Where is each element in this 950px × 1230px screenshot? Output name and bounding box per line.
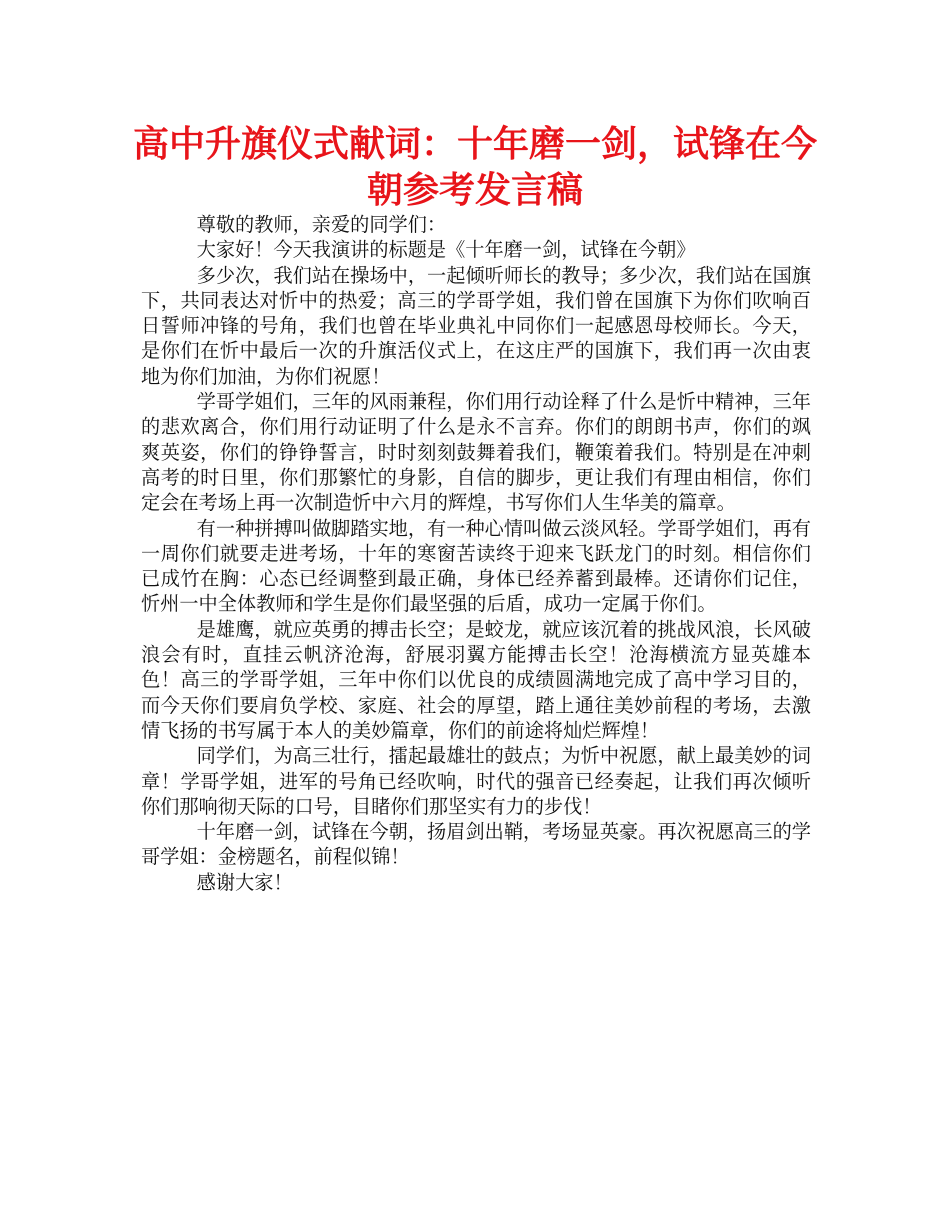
body-paragraph: 学哥学姐们，三年的风雨兼程，你们用行动诠释了什么是忻中精神，三年的悲欢离合，你们用行动证明了什么是永不言弃。你们的朗朗书声，你们的飒爽英姿，你们的铮铮誓言，时时刻刻鼓舞着我们，鞭策着我们。特别是在冲刺高考的时日里，你们那繁忙的身影，自信的脚步，更让我们有理由相信，你们定会在考场上再一次制造忻中六月的辉煌，书写你们人生华美的篇章。 bbox=[141, 390, 811, 515]
body-paragraph: 同学们，为高三壮行，擂起最雄壮的鼓点；为忻中祝愿，献上最美妙的词章！学哥学姐，进军的号角已经吹响，时代的强音已经奏起，让我们再次倾听你们那响彻天际的口号，目睹你们那坚实有力的步伐！ bbox=[141, 744, 811, 818]
body-paragraph: 多少次，我们站在操场中，一起倾听师长的教导；多少次，我们站在国旗下，共同表达对忻中的热爱；高三的学哥学姐，我们曾在国旗下为你们吹响百日誓师冲锋的号角，我们也曾在毕业典礼中同你们一起感恩母校师长。今天，是你们在忻中最后一次的升旗活仪式上，在这庄严的国旗下，我们再一次由衷地为你们加油，为你们祝愿！ bbox=[141, 263, 811, 388]
closing-paragraph: 感谢大家！ bbox=[196, 870, 293, 894]
document-title: 高中升旗仪式献词：十年磨一剑，试锋在今朝参考发言稿 bbox=[132, 124, 817, 211]
document-body bbox=[141, 212, 811, 895]
body-paragraph: 十年磨一剑，试锋在今朝，扬眉剑出鞘，考场显英豪。再次祝愿高三的学哥学姐：金榜题名，前程似锦！ bbox=[141, 820, 811, 869]
salutation-paragraph: 尊敬的教师，亲爱的同学们： bbox=[196, 213, 447, 236]
body-paragraph: 是雄鹰，就应英勇的搏击长空；是蛟龙，就应该沉着的挑战风浪，长风破浪会有时，直挂云帆济沧海，舒展羽翼方能搏击长空！沧海横流方显英雄本色！高三的学哥学姐，三年中你们以优良的成绩圆满地完成了高中学习目的，而今天你们要肩负学校、家庭、社会的厚望，踏上通往美妙前程的考场，去激情飞扬的书写属于本人的美妙篇章，你们的前途将灿烂辉煌！ bbox=[141, 617, 811, 742]
body-paragraph: 有一种拼搏叫做脚踏实地，有一种心情叫做云淡风轻。学哥学姐们，再有一周你们就要走进考场，十年的寒窗苦读终于迎来飞跃龙门的时刻。相信你们已成竹在胸：心态已经调整到最正确，身体已经养蓄到最棒。还请你们记住，忻州一中全体教师和学生是你们最坚强的后盾，成功一定属于你们。 bbox=[141, 516, 811, 616]
greeting-paragraph: 大家好！今天我演讲的标题是《十年磨一剑，试锋在今朝》 bbox=[196, 238, 696, 262]
